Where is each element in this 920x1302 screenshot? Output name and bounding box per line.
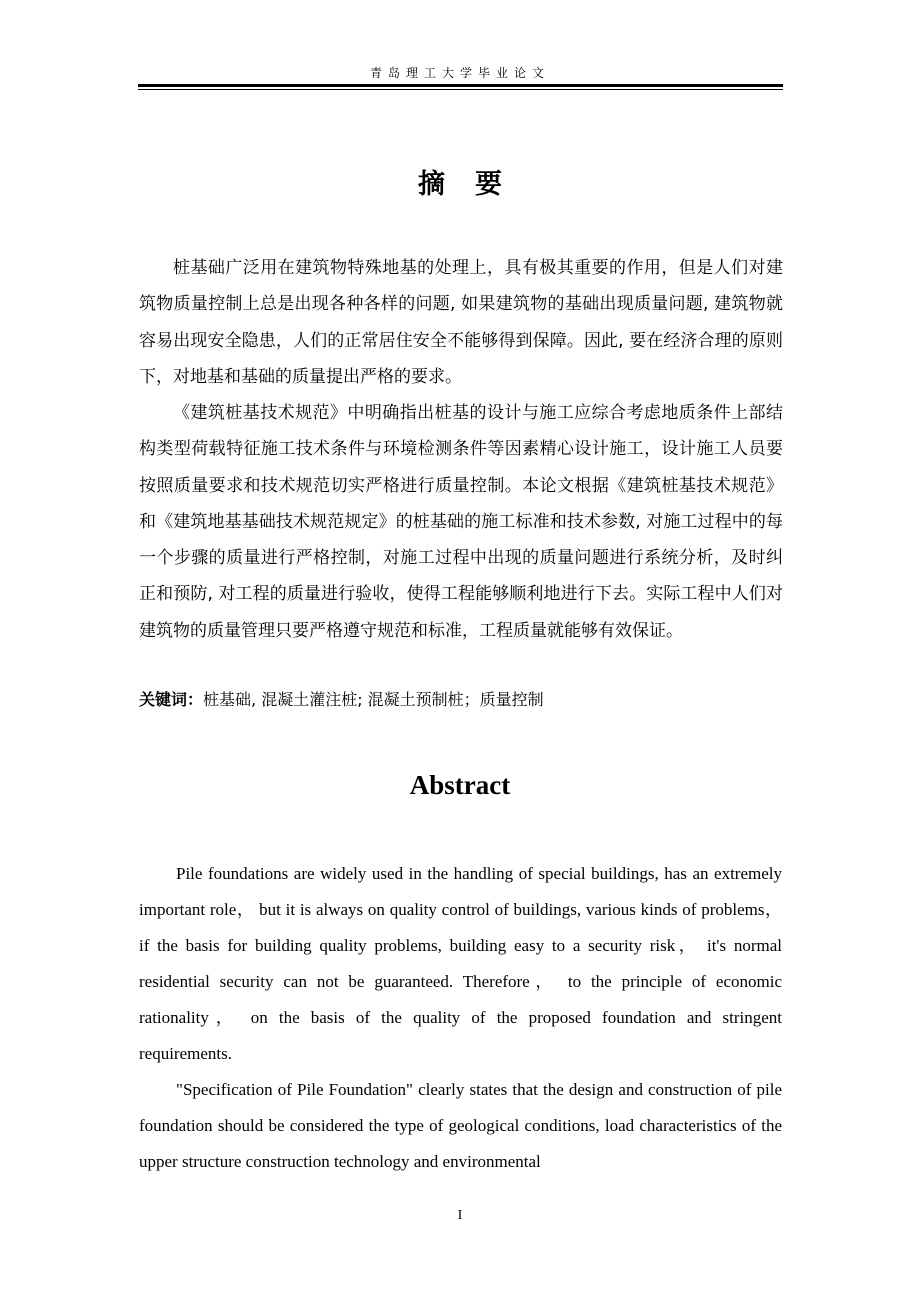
header-rule-thin xyxy=(138,89,783,90)
page-number: I xyxy=(457,1208,463,1223)
english-paragraph-text: Pile foundations are widely used in the handling of special buildings, has an extremely important role， but it is always on quality control of buildings, various kinds of problems， if the basis for building quality problems, building easy to a security risk， it's normal residential security can not be guaranteed. Therefore， to the principle of economic rationality， on the basis of the quality of the proposed foundation and stringent requirements. xyxy=(139,864,782,1063)
english-paragraph-text: "Specification of Pile Foundation" clearly states that the design and construction of pile foundation should be considered the type of geological conditions, load characteristics of the upper structure construction technology and environmental xyxy=(139,1080,782,1171)
english-abstract-paragraph xyxy=(139,856,782,1072)
english-abstract-paragraph xyxy=(139,1072,782,1180)
keywords-line xyxy=(139,682,783,718)
chinese-abstract-title: 摘要 xyxy=(418,169,532,200)
english-abstract-title: Abstract xyxy=(409,770,511,800)
chinese-abstract-paragraph xyxy=(139,395,783,649)
chinese-paragraph-text: 《建筑桩基技术规范》中明确指出桩基的设计与施工应综合考虑地质条件上部结构类型荷载特征施工技术条件与环境检测条件等因素精心设计施工，设计施工人员要按照质量要求和技术规范切实严格进行质量控制。本论文根据《建筑桩基技术规范》和《建筑地基基础技术规范规定》的桩基础的施工标准和技术参数, 对施工过程中的每一个步骤的质量进行严格控制，对施工过程中出现的质量问题进行系统分析，及时纠正和预防, 对工程的质量进行验收，使得工程能够顺利地进行下去。实际工程中人们对建筑物的质量管理只要严格遵守规范和标准，工程质量就能够有效保证。 xyxy=(139,403,783,641)
keywords-value: 桩基础, 混凝土灌注桩; 混凝土预制桩；质量控制 xyxy=(203,690,544,709)
running-header: 青岛理工大学毕业论文 xyxy=(369,66,550,80)
chinese-abstract-paragraph xyxy=(139,250,783,395)
chinese-paragraph-text: 桩基础广泛用在建筑物特殊地基的处理上，具有极其重要的作用，但是人们对建筑物质量控制上总是出现各种各样的问题, 如果建筑物的基础出现质量问题, 建筑物就容易出现安全隐患，人们的正常居住安全不能够得到保障。因此, 要在经济合理的原则下，对地基和基础的质量提出严格的要求。 xyxy=(139,258,783,387)
keywords-label: 关键词： xyxy=(139,690,204,709)
header-rule-thick xyxy=(138,84,783,87)
